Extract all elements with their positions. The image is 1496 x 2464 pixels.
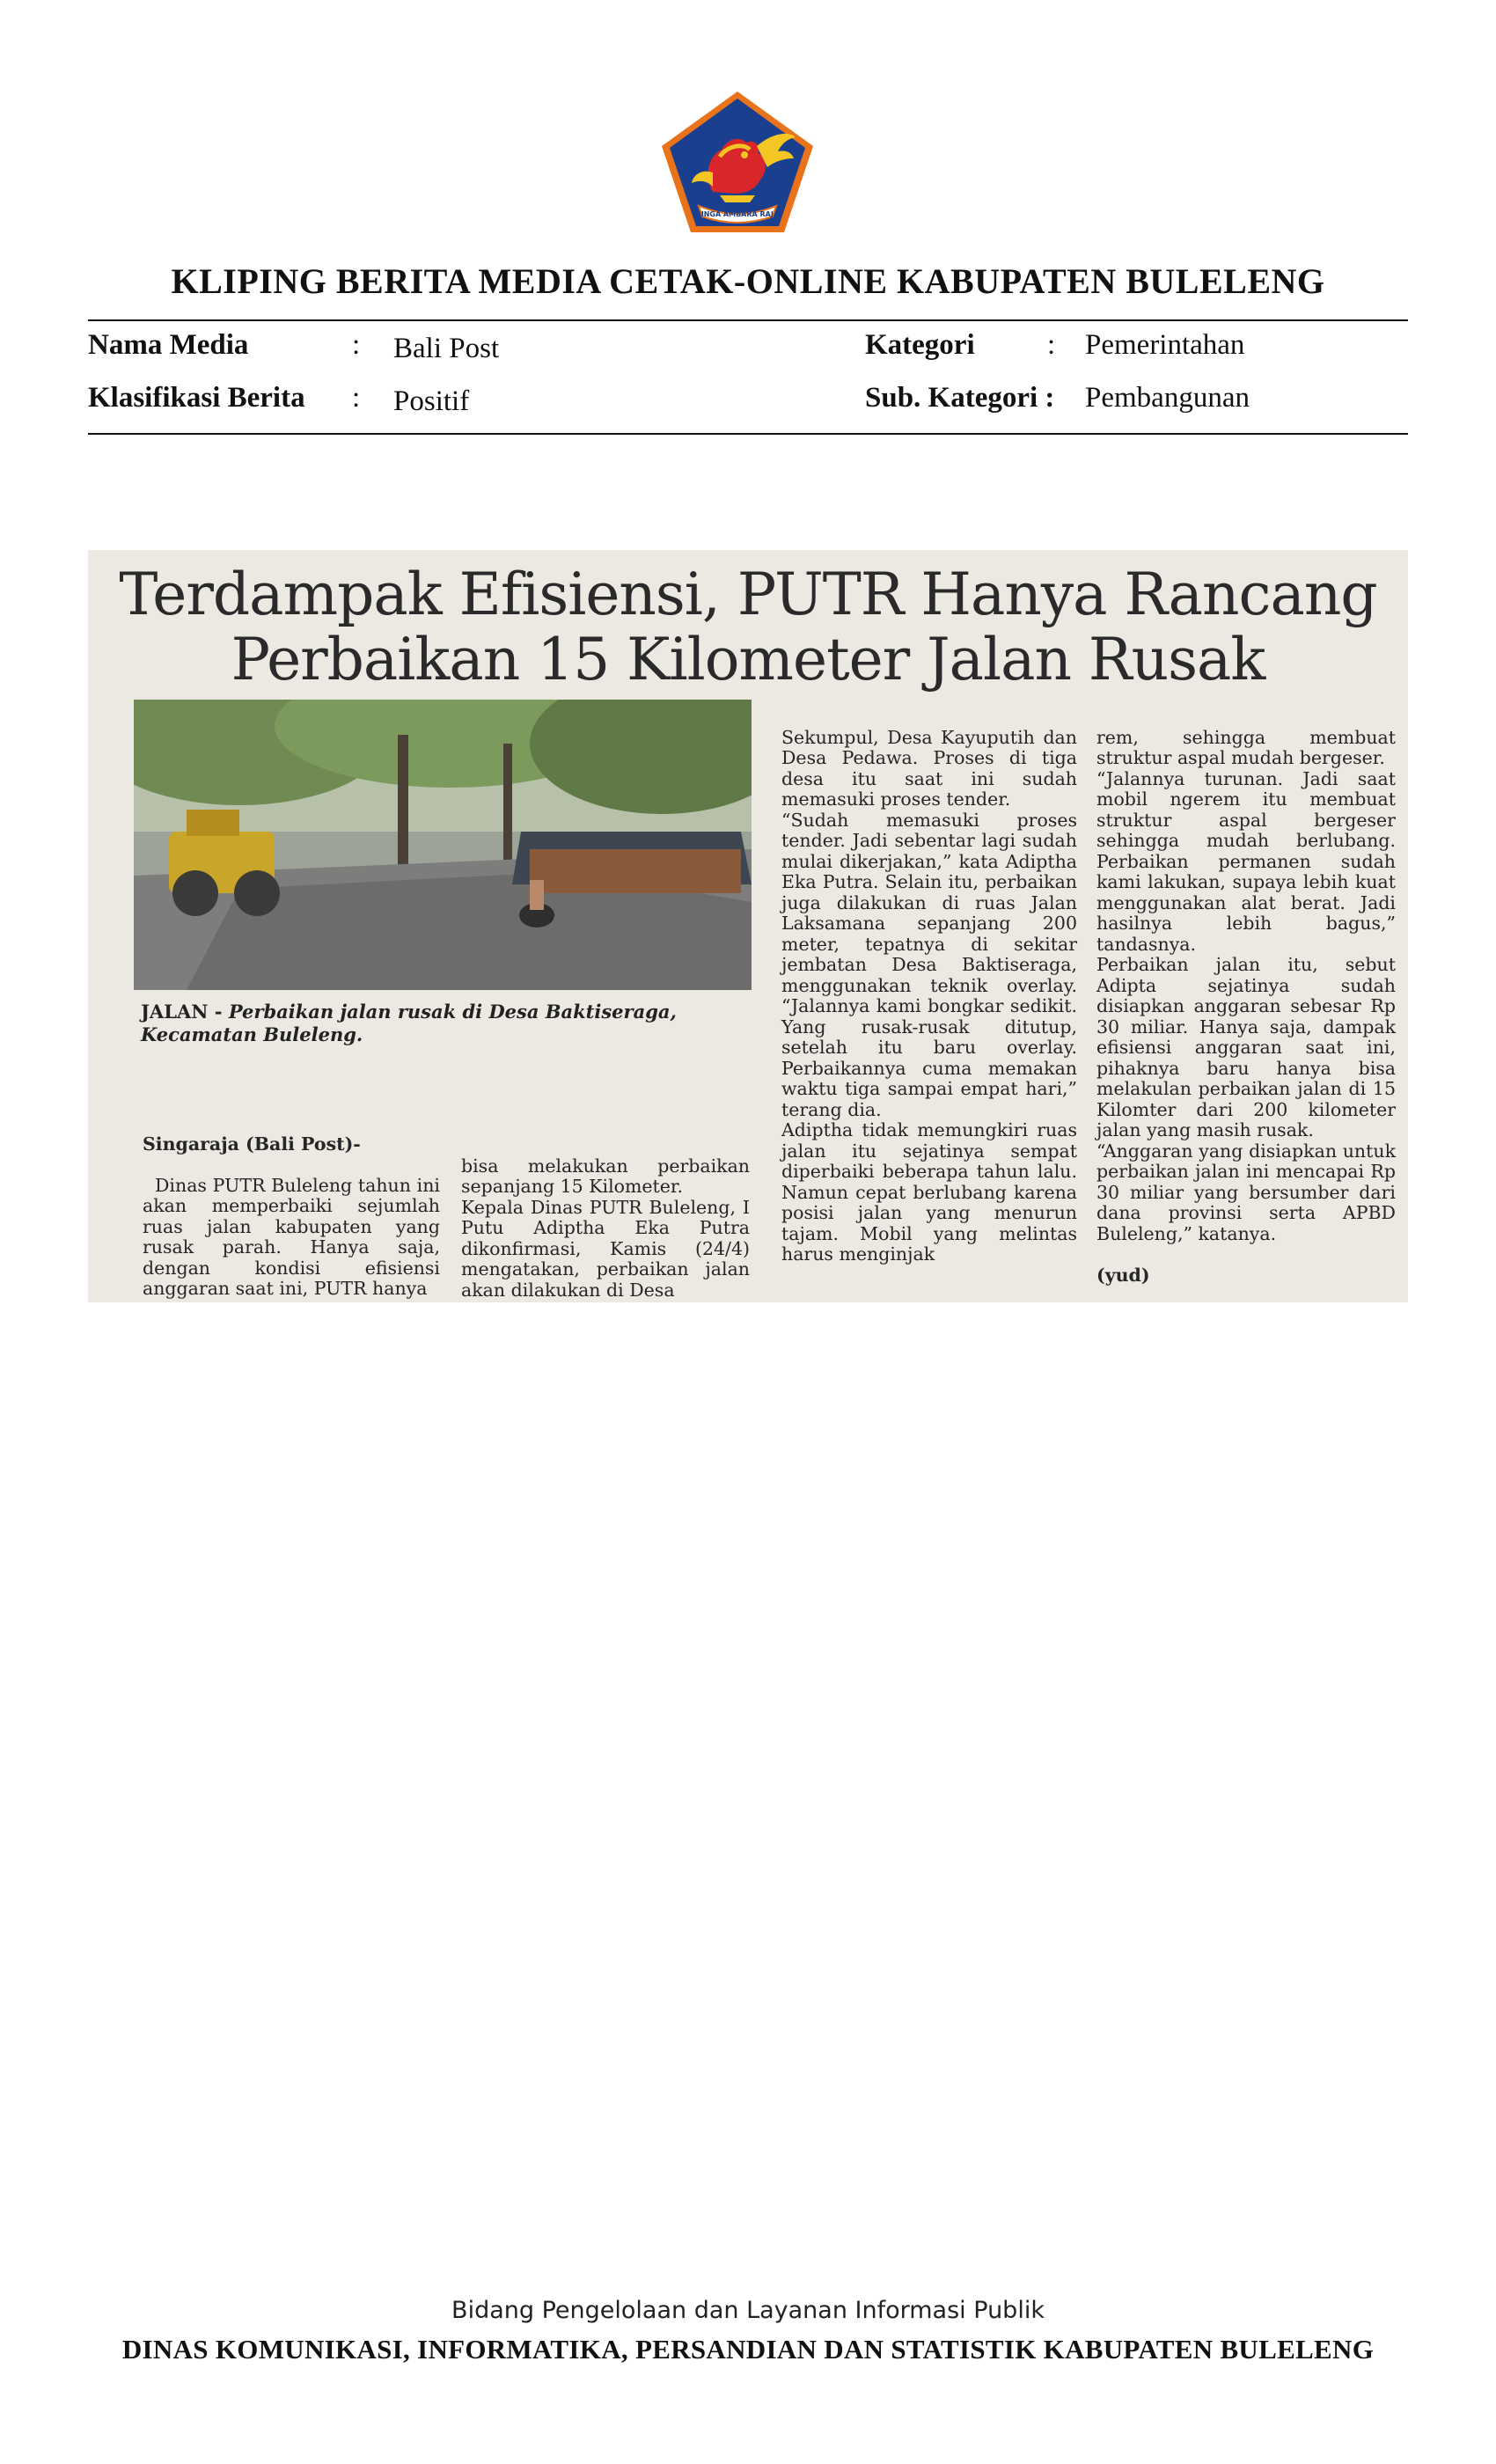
article-column-1-text: Dinas PUTR Buleleng tahun ini akan memperbaiki sejumlah ruas jalan kabupaten yang rusak parah. Hanya saja, dengan kondisi efisiensi anggaran saat ini, PUTR hanya [143, 1174, 440, 1299]
sub-kategori-label: Sub. Kategori : [865, 382, 1055, 414]
article-credit: (yud) [1096, 1264, 1150, 1286]
page-title: KLIPING BERITA MEDIA CETAK-ONLINE KABUPATEN BULELENG [171, 261, 1325, 301]
footer-department: Bidang Pengelolaan dan Layanan Informasi Publik [451, 2297, 1045, 2324]
article-column-2 [461, 1135, 750, 1302]
kategori-label: Kategori [865, 329, 975, 361]
singa-ambara-raja-emblem-icon [658, 88, 817, 236]
article-column-4-text: rem, sehingga membuat struktur aspal mudah bergeser. “Jalannya turunan. Jadi saat mobil ngerem itu membuat struktur aspal bergeser sehingga mudah berlubang. Perbaikan permanen sudah kami lakukan, supaya lebih kuat menggunakan alat berat. Jadi hasilnya lebih bagus,” tandasnya. Perbaikan jalan itu, sebut Adipta sejatinya sudah disiapkan anggaran sebesar Rp 30 miliar. Hanya saja, dampak efisiensi anggaran saat ini, pihaknya baru hanya bisa melakulan perbaikan jalan di 15 Kilomter dari 200 kilometer jalan yang masih rusak. “Anggaran yang disiapkan untuk perbaikan jalan ini mencapai Rp 30 miliar yang bersumber dari dana provinsi serta APBD Buleleng,” katanya. [1096, 726, 1396, 1244]
article-dateline: Singaraja (Bali Post)- [143, 1133, 361, 1155]
article-column-2-text: bisa melakukan perbaikan sepanjang 15 Kilometer. Kepala Dinas PUTR Buleleng, I Putu Adiptha Eka Putra dikonfirmasi, Kamis (24/4) mengatakan, perbaikan jalan akan dilakukan di Desa [461, 1155, 750, 1301]
article-headline-line-2: Perbaikan 15 Kilometer Jalan Rusak [231, 626, 1265, 693]
kategori-value: Pemerintahan [1085, 329, 1245, 361]
footer-agency: DINAS KOMUNIKASI, INFORMATIKA, PERSANDIAN DAN STATISTIK KABUPATEN BULELENG [121, 2334, 1375, 2365]
newspaper-clipping [88, 550, 1408, 1302]
meta-separator: : [352, 329, 361, 361]
buleleng-logo [658, 88, 817, 236]
road-repair-photo-icon [134, 700, 752, 990]
header-divider-top [88, 319, 1408, 321]
meta-separator: : [352, 382, 361, 414]
article-column-4 [1096, 707, 1396, 1302]
caption-text: Perbaikan jalan rusak di Desa Baktiseraga, Kecamatan Buleleng. [141, 1001, 677, 1045]
photo-caption [141, 1001, 757, 1046]
article-column-1 [143, 1113, 440, 1302]
header-divider-bottom [88, 433, 1408, 435]
article-column-3 [781, 707, 1077, 1286]
article-photo [134, 700, 752, 990]
article-headline-line-1: Terdampak Efisiensi, PUTR Hanya Rancang [119, 561, 1377, 628]
nama-media-value: Bali Post [393, 333, 500, 364]
klasifikasi-label: Klasifikasi Berita [88, 382, 305, 414]
sub-kategori-value: Pembangunan [1085, 382, 1250, 414]
caption-lead: JALAN - [141, 1001, 223, 1023]
svg-text:SINGA AMBARA RAJA: SINGA AMBARA RAJA [695, 210, 780, 218]
article-column-3-text: Sekumpul, Desa Kayuputih dan Desa Pedawa. Proses di tiga desa itu saat ini sudah memasuki proses tender. “Sudah memasuki proses tender. Jadi sebentar lagi sudah mulai dikerjakan,” kata Adiptha Eka Putra. Selain itu, perbaikan juga dilakukan di ruas Jalan Laksamana sepanjang 200 meter, tepatnya di sekitar jembatan Desa Baktiseraga, menggunakan teknik overlay. “Jalannya kami bongkar sedikit. Yang rusak-rusak ditutup, setelah itu baru overlay. Perbaikannya cuma memakan waktu tiga sampai empat hari,” terang dia. Adiptha tidak memungkiri ruas jalan itu sejatinya sempat diperbaiki beberapa tahun lalu. Namun cepat berlubang karena posisi jalan yang menurun tajam. Mobil yang melintas harus menginjak [781, 726, 1077, 1265]
klasifikasi-value: Positif [393, 385, 470, 417]
meta-separator: : [1047, 329, 1056, 361]
nama-media-label: Nama Media [88, 329, 249, 361]
